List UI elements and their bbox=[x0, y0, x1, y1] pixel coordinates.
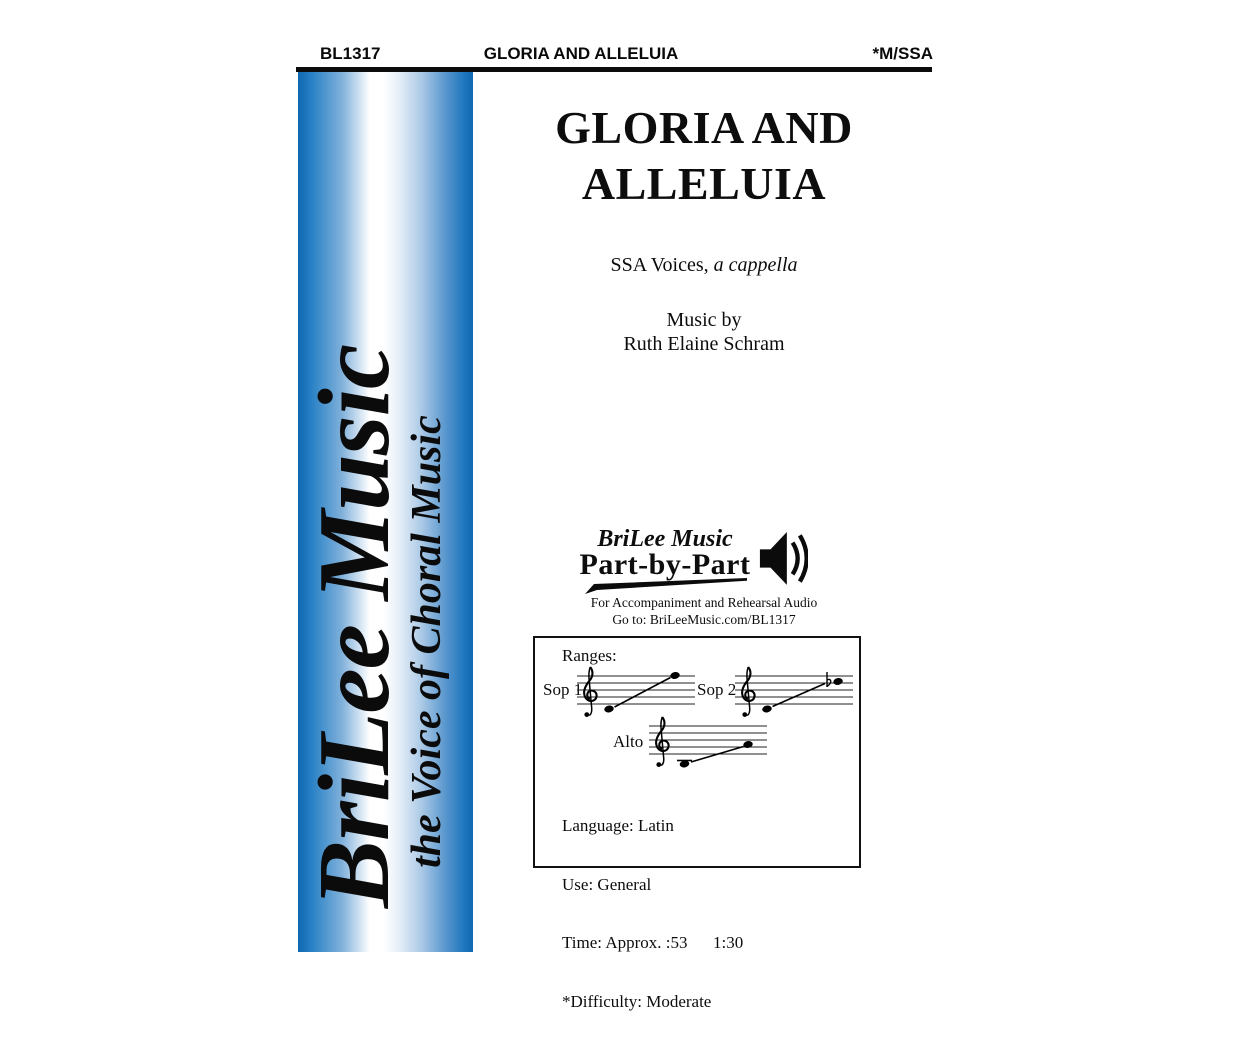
low-note bbox=[762, 705, 773, 714]
high-note bbox=[670, 671, 681, 680]
low-note bbox=[604, 705, 615, 714]
swoosh-underline bbox=[585, 578, 747, 595]
composer-name: Ruth Elaine Schram bbox=[623, 333, 785, 355]
high-note bbox=[833, 677, 844, 686]
treble-clef-icon bbox=[656, 717, 668, 767]
alto-range-staff bbox=[647, 714, 769, 772]
staff-label-alto: Alto bbox=[613, 732, 644, 751]
staff-label-sop2: Sop 2 bbox=[697, 680, 737, 699]
banner-rotated-text bbox=[298, 72, 473, 952]
voicing-code: *M/SSA bbox=[872, 44, 933, 63]
banner-tagline: the Voice of Choral Music bbox=[403, 415, 450, 868]
brand-spine-banner bbox=[298, 72, 473, 952]
audio-info-line2: Go to: BriLeeMusic.com/BL1317 bbox=[612, 611, 796, 627]
treble-clef-icon bbox=[742, 667, 754, 717]
part-by-part-logo-text bbox=[579, 526, 751, 581]
voicing-subtitle bbox=[474, 254, 934, 277]
treble-clef-icon bbox=[584, 667, 596, 717]
cover-title-line2: ALLELUIA bbox=[581, 158, 827, 209]
staff-label-sop1: Sop 1 bbox=[543, 680, 583, 699]
composer-credit bbox=[474, 308, 934, 356]
voicing-italic-text: a cappella bbox=[713, 254, 798, 276]
page-header bbox=[296, 44, 935, 66]
logo-brand-name: BriLee Music bbox=[597, 526, 733, 552]
ranges-details bbox=[562, 777, 743, 1050]
detail-language: Language: Latin bbox=[562, 816, 674, 835]
logo-product-name: Part-by-Part bbox=[579, 548, 751, 581]
flat-icon bbox=[827, 672, 831, 687]
cover-title-line1: GLORIA AND bbox=[555, 102, 853, 153]
detail-use: Use: General bbox=[562, 874, 652, 894]
audio-info bbox=[474, 595, 934, 628]
credit-label: Music by bbox=[666, 309, 742, 331]
ranges-box bbox=[533, 636, 861, 1011]
header-title: GLORIA AND ALLELUIA bbox=[483, 44, 679, 63]
cover-title bbox=[474, 100, 934, 212]
audio-info-line1: For Accompaniment and Rehearsal Audio bbox=[590, 595, 818, 610]
catalog-number: BL1317 bbox=[320, 44, 381, 63]
detail-difficulty: *Difficulty: Moderate bbox=[562, 991, 712, 1011]
voicing-plain-text: SSA Voices, bbox=[610, 254, 714, 276]
ranges-heading: Ranges: bbox=[562, 646, 617, 665]
speaker-icon bbox=[758, 529, 808, 587]
high-note bbox=[743, 740, 754, 749]
detail-time: Time: Approx. :53 1:30 bbox=[562, 933, 744, 952]
banner-brand-name: BriLee Music bbox=[298, 344, 411, 908]
